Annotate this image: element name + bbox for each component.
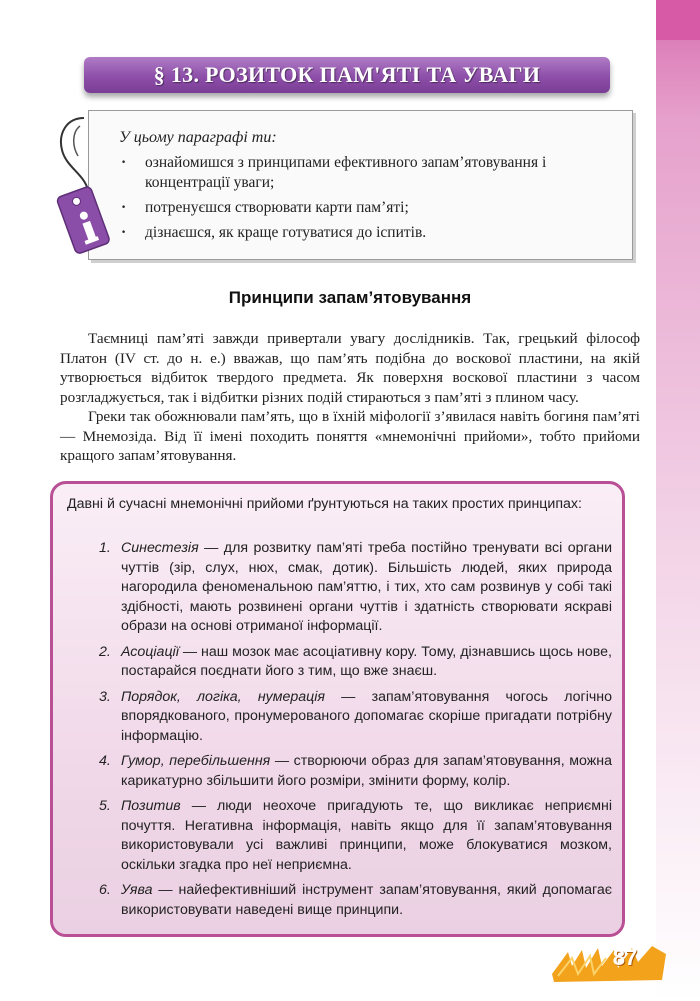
side-stripe	[656, 0, 700, 1001]
principle-term: Порядок, логіка, нумерація	[121, 688, 325, 705]
principle-item	[67, 752, 612, 791]
principle-text: — для розвитку пам’яті треба постійно тренувати всі органи чуттів (зір, слух, нюх, смак, дотик). Більшість людей, яких природа нагородила феноменальною пам’яттю, і тих, хто сам розвинув у собі такі здібності, мають розвинені органи чуттів і здатність створювати яскраві образи на основі отриманої інформації.	[121, 540, 612, 634]
principle-item	[67, 688, 612, 747]
principle-term: Уява	[121, 882, 153, 898]
principle-number: 1.	[99, 540, 111, 556]
principle-text: — наш мозок має асоціативну кору. Тому, дізнавшись щось нове, постарайся поєднати його з тим, що вже знаєш.	[121, 643, 612, 679]
side-stripe-top-block	[656, 0, 700, 40]
chapter-title: § 13. РОЗИТОК ПАМ'ЯТІ ТА УВАГИ	[153, 62, 541, 87]
principle-term: Позитив	[121, 798, 181, 814]
principle-text: — створюючи образ для запам’ятовування, можна карикатурно збільшити його розміри, змінити форму, колір.	[121, 753, 613, 789]
principle-number: 4.	[99, 753, 111, 769]
principle-number: 3.	[99, 688, 111, 705]
intro-box	[88, 110, 633, 260]
page-number: 87	[612, 945, 638, 970]
intro-heading: У цьому параграфі ти:	[119, 129, 277, 146]
principles-intro: Давні й сучасні мнемонічні прийоми ґрунтуються на таких простих принципах:	[67, 496, 582, 512]
principle-number: 5.	[99, 798, 111, 814]
info-tag-icon	[44, 112, 124, 262]
principle-term: Гумор, перебільшення	[121, 753, 271, 769]
principles-box	[50, 481, 625, 937]
intro-list-item: · дізнаєшся, як краще готуватися до іспитів.	[119, 223, 609, 243]
body-paragraph: Греки так обожнювали пам’ять, що в їхній міфології з’явилася навіть богиня пам’яті — Мнемозіда. Від її імені походить поняття «мнемонічні прийоми», тобто прийоми кращого запам’ятовування.	[60, 408, 640, 464]
intro-list-item: · ознайомишся з принципами ефективного запам’ятовування і концентрації уваги;	[119, 153, 609, 193]
principle-item	[67, 643, 612, 682]
principle-text: — найефективніший інструмент запам’ятовування, який допомагає використовувати наведені вище принципи.	[121, 882, 612, 918]
intro-list	[119, 153, 609, 248]
principles-list	[67, 539, 612, 926]
principle-item	[67, 539, 612, 637]
principle-text: — запам’ятовування чогось логічно впорядкованого, пронумерованого допомагає скоріше пригадати потрібну інформацію.	[121, 688, 612, 744]
principle-text: — люди неохоче пригадують те, що викликає неприємні почуття. Негативна інформація, навіть якщо для її запам’ятовування використовували усі важливі принципи, може блокуватися мозком, оскільки згадка про неї неприємна.	[121, 798, 612, 873]
chapter-header	[84, 57, 610, 93]
principle-number: 6.	[99, 882, 111, 898]
section-title: Принципи запам’ятовування	[228, 288, 472, 307]
principle-item	[67, 797, 612, 875]
intro-list-item: · потренуєшся створювати карти пам’яті;	[119, 198, 609, 218]
principle-term: Синестезія	[121, 540, 199, 556]
principle-item	[67, 881, 612, 920]
principle-term: Асоціації	[121, 643, 179, 660]
principle-number: 2.	[99, 643, 111, 660]
body-paragraph: Таємниці пам’яті завжди привертали увагу дослідників. Так, грецький філософ Платон (IV ст. до н. е.) вважав, що пам’ять подібна до воскової пластини, на якій утворюється відбиток твердого предмета. Як поверхня воскової пластини з часом розгладжується, так і відбитки різних подій стираються з пам’яті з плином часу.	[60, 330, 640, 406]
